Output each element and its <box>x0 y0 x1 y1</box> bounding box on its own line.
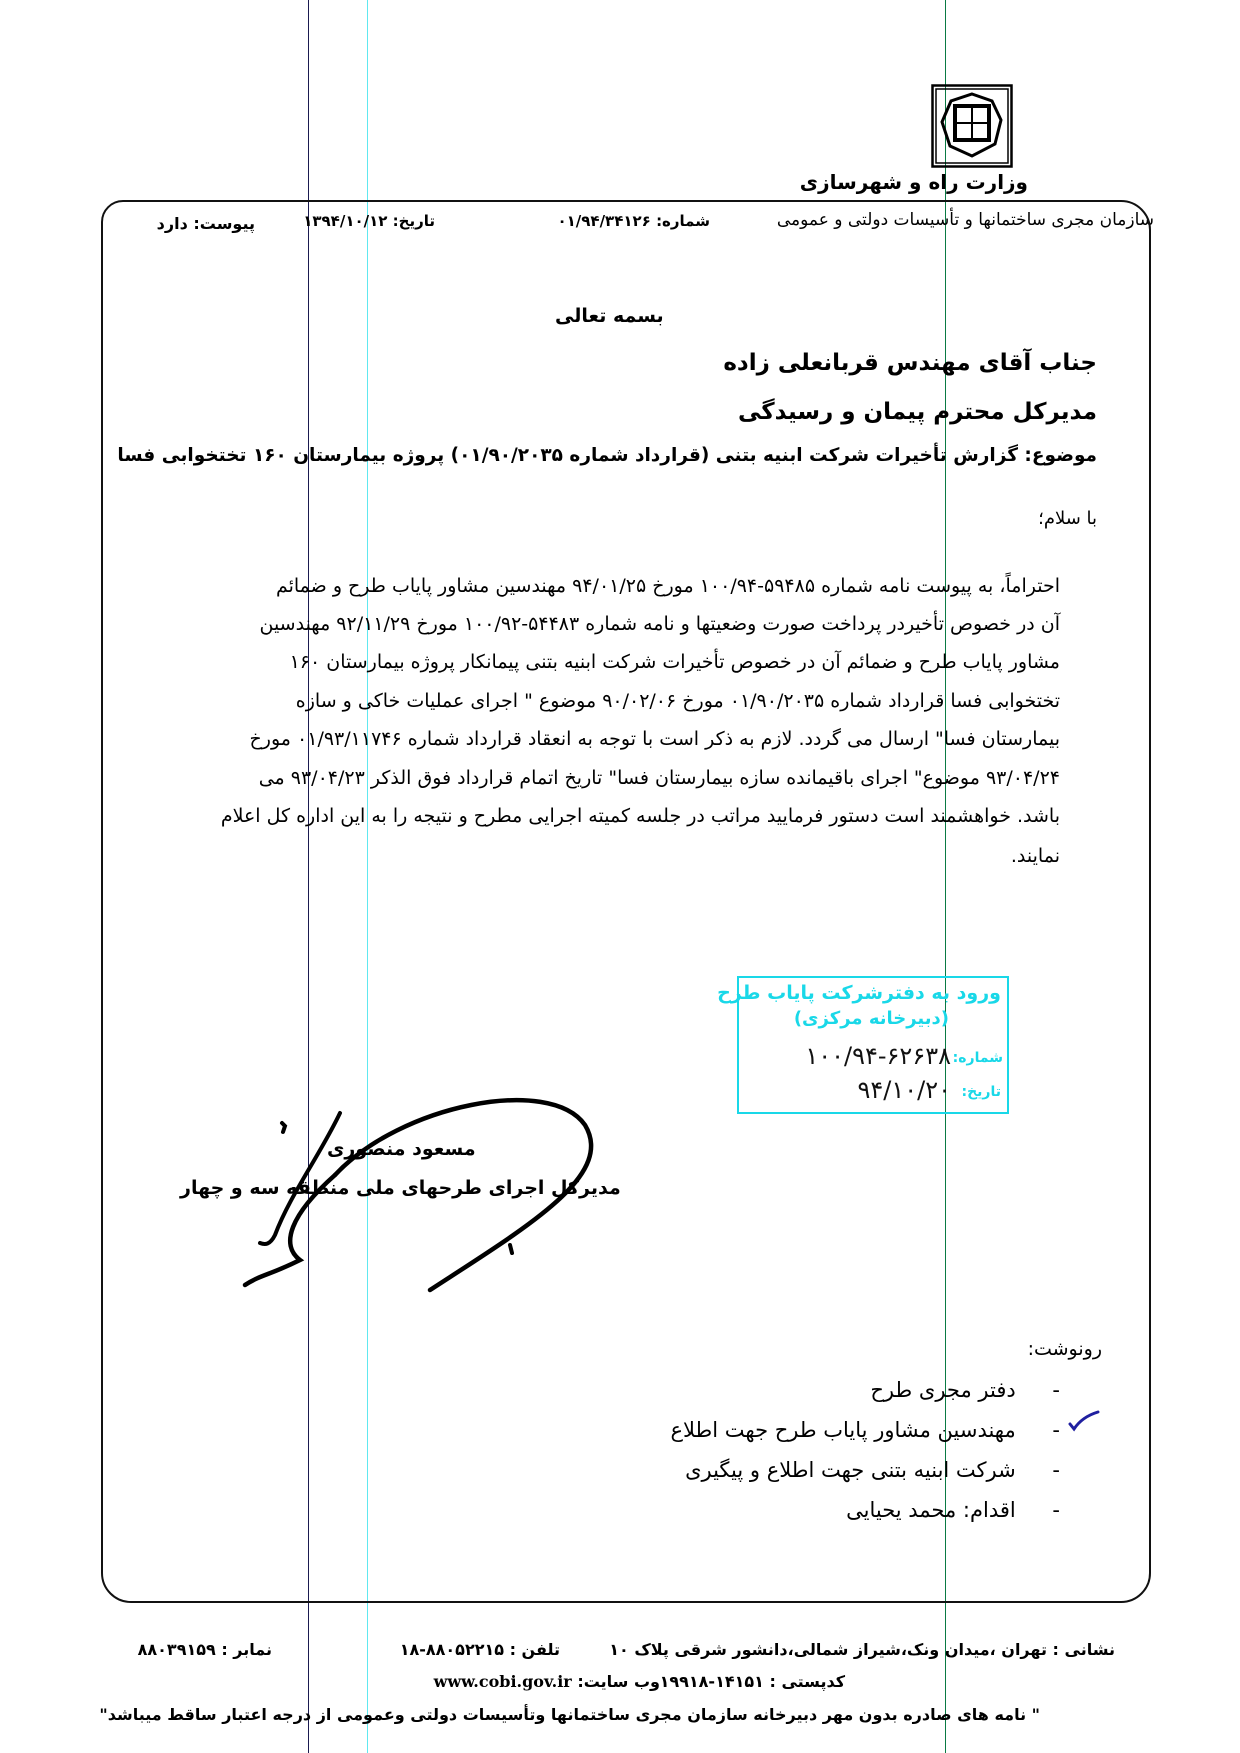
body-line: ۹۳/۰۴/۲۴ موضوع" اجرای باقیمانده سازه بیمارستان فسا" تاریخ اتمام قرارداد فوق الذکر ۹۳/۰۴/۲۳ می <box>258 767 1060 789</box>
footer-website <box>434 1672 660 1691</box>
check-mark-icon <box>1068 1410 1100 1432</box>
letter-date-value: ۱۳۹۴/۱۰/۱۲ <box>303 212 388 230</box>
footer-phone <box>400 1640 560 1659</box>
cc-bullet: - <box>1052 1378 1060 1402</box>
cc-item-text: دفتر مجری طرح <box>870 1378 1016 1402</box>
body-line: تختخوابی فسا قرارداد شماره ۰۱/۹۰/۲۰۳۵ مورخ ۹۰/۰۲/۰۶ موضوع " اجرای عملیات خاکی و سازه <box>295 690 1060 712</box>
postcode-label: کدپستی : <box>769 1672 845 1691</box>
body-line: مشاور پایاب طرح و ضمائم آن در خصوص تأخیرات شرکت ابنیه بتنی پیمانکار پروژه بیمارستان ۱۶۰ <box>289 651 1060 673</box>
invocation: بسمه تعالی <box>555 305 664 327</box>
fax-value: ۸۸۰۳۹۱۵۹ <box>137 1640 216 1659</box>
cc-bullet: - <box>1052 1498 1060 1522</box>
cc-item-text: اقدام: محمد یحیایی <box>846 1498 1016 1522</box>
stamp-title: ورود به دفترشرکت پایاب طرح <box>717 982 1001 1004</box>
stamp-subtitle: (دبیرخانه مرکزی) <box>793 1008 949 1029</box>
signer-title: مدیرکل اجرای طرحهای ملی منطقه سه و چهار <box>180 1177 621 1199</box>
cc-item-text: مهندسین مشاور پایاب طرح جهت اطلاع <box>670 1418 1016 1442</box>
body-line: احتراماً، به پیوست نامه شماره ۵۹۴۸۵-۱۰۰/۹۴ مورخ ۹۴/۰۱/۲۵ مهندسین مشاور پایاب طرح و ضمائم <box>275 575 1060 597</box>
letter-date-label: تاریخ: <box>392 212 435 230</box>
subject: موضوع: گزارش تأخیرات شرکت ابنیه بتنی (قرارداد شماره ۰۱/۹۰/۲۰۳۵) پروژه بیمارستان ۱۶۰ تختخوابی فسا <box>117 445 1097 466</box>
attachment-label: پیوست: <box>193 214 255 233</box>
address-label: نشانی : <box>1052 1640 1115 1659</box>
phone-label: تلفن : <box>509 1640 560 1659</box>
stamp-date-label: تاریخ: <box>961 1084 1001 1100</box>
ministry-logo-icon <box>931 84 1013 168</box>
body-line: نمایند. <box>1010 845 1060 867</box>
recipient-name: جناب آقای مهندس قربانعلی زاده <box>723 350 1097 376</box>
body-line: باشد. خواهشمند است دستور فرمایید مراتب در جلسه کمیته اجرایی مطرح و نتیجه را به این اداره کل اعلام <box>220 805 1060 827</box>
fax-label: نمابر : <box>221 1640 272 1659</box>
footer-fax <box>138 1640 272 1659</box>
recipient-title: مدیرکل محترم پیمان و رسیدگی <box>738 399 1097 425</box>
signer-name: مسعود منصوری <box>327 1138 476 1160</box>
cc-bullet: - <box>1052 1458 1060 1482</box>
attachment-value: دارد <box>156 214 188 233</box>
cc-item <box>685 1458 1060 1482</box>
letter-number-value: ۰۱/۹۴/۳۴۱۲۶ <box>557 212 651 230</box>
postcode-value: ۱۴۱۵۱-۱۹۹۱۸ <box>659 1672 764 1691</box>
cc-item <box>670 1418 1060 1442</box>
cc-item-text: شرکت ابنیه بتنی جهت اطلاع و پیگیری <box>685 1458 1016 1482</box>
cc-label: رونوشت: <box>1027 1338 1102 1360</box>
greeting: با سلام؛ <box>1038 508 1097 529</box>
website-link[interactable]: www.cobi.gov.ir <box>433 1672 572 1691</box>
body-line: بیمارستان فسا" ارسال می گردد. لازم به ذکر است با توجه به انعقاد قرارداد شماره ۰۱/۹۳/۱۱۷۴۶ مورخ <box>249 728 1060 750</box>
body-line: آن در خصوص تأخیردر پرداخت صورت وضعیتها و نامه شماره ۵۴۴۸۳-۱۰۰/۹۲ مورخ ۹۲/۱۱/۲۹ مهندسین <box>259 613 1060 635</box>
phone-value: ۸۸۰۵۲۲۱۵-۱۸ <box>399 1640 504 1659</box>
footer-postcode <box>660 1672 845 1691</box>
cc-item <box>870 1378 1060 1402</box>
footer-address <box>609 1640 1115 1659</box>
letter-number-label: شماره: <box>656 212 710 230</box>
stamp-number-label: شماره: <box>952 1050 1003 1066</box>
receipt-stamp <box>717 976 1009 1114</box>
stamp-date-value: ۹۴/۱۰/۲۰ <box>857 1076 951 1104</box>
cc-bullet: - <box>1052 1418 1060 1442</box>
handwritten-signature-icon <box>230 1085 610 1295</box>
organization-name: سازمان مجری ساختمانها و تأسیسات دولتی و عمومی <box>776 210 1154 230</box>
ministry-name: وزارت راه و شهرسازی <box>799 170 1028 194</box>
website-label: وب سایت: <box>577 1672 660 1691</box>
cc-item <box>846 1498 1060 1522</box>
stamp-number-value: ۱۰۰/۹۴-۶۲۶۳۸ <box>805 1042 951 1070</box>
address-value: تهران ،میدان ونک،شیراز شمالی،دانشور شرقی پلاک ۱۰ <box>609 1640 1047 1659</box>
footer-notice: " نامه های صادره بدون مهر دبیرخانه سازمان مجری ساختمانها وتأسیسات دولتی وعمومی از درجه اعتبار ساقط میباشد" <box>99 1705 1040 1724</box>
